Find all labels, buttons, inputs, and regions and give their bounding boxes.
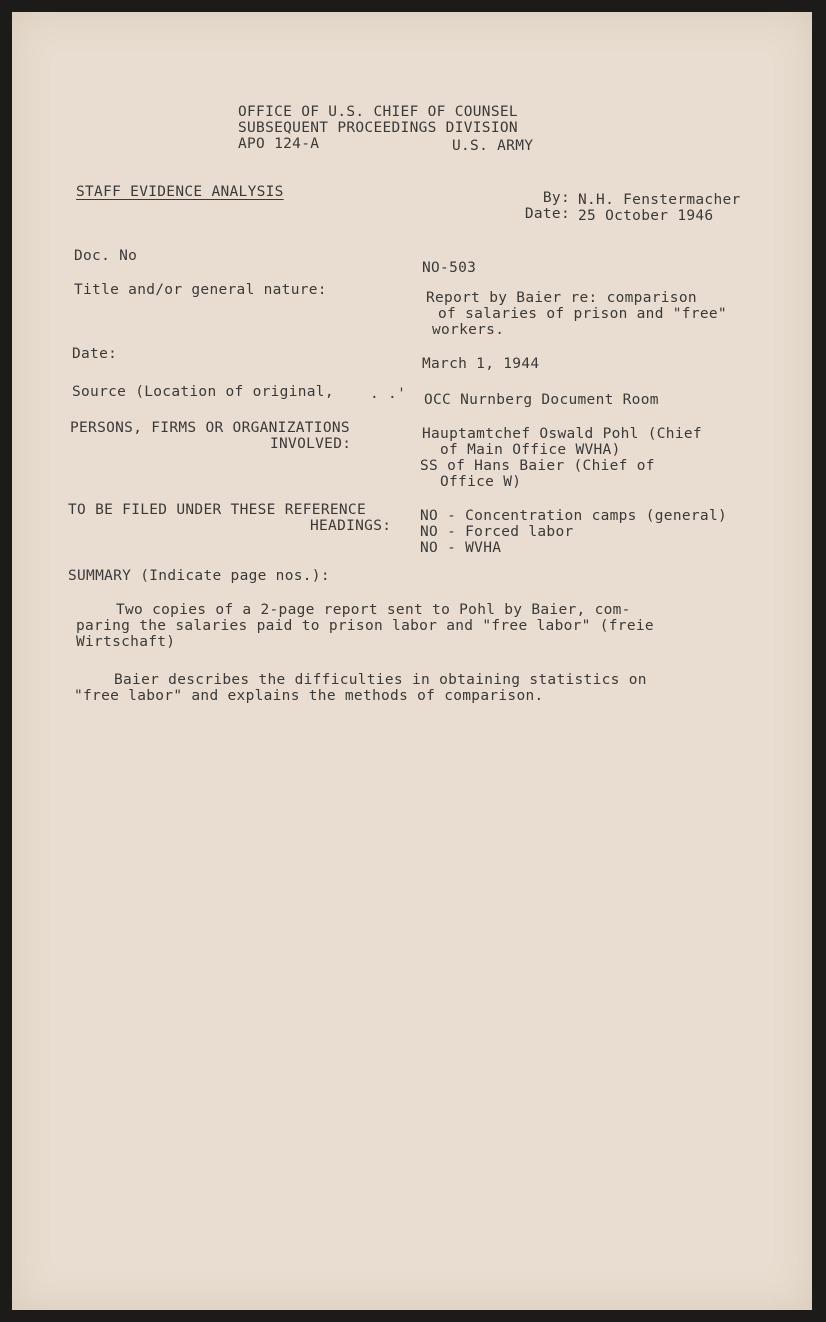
- doc-no-value: NO-503: [422, 260, 477, 276]
- reference-value-3: NO - WVHA: [420, 540, 502, 556]
- reference-value-2: NO - Forced labor: [420, 524, 574, 540]
- persons-label-line-2: INVOLVED:: [270, 436, 352, 452]
- reference-value-1: NO - Concentration camps (general): [420, 508, 728, 524]
- source-value: OCC Nurnberg Document Room: [424, 392, 659, 408]
- date-label: Date:: [72, 346, 118, 362]
- persons-label-line-1: PERSONS, FIRMS OR ORGANIZATIONS: [70, 420, 350, 436]
- analysis-heading: STAFF EVIDENCE ANALYSIS: [76, 184, 284, 200]
- reference-label-line-1: TO BE FILED UNDER THESE REFERENCE: [68, 502, 366, 518]
- title-value-line-3: workers.: [432, 322, 505, 338]
- title-value-line-2: of salaries of prison and "free": [438, 306, 727, 322]
- document-page: [12, 12, 812, 1310]
- doc-no-label: Doc. No: [74, 248, 138, 264]
- summary-p1-line-1: Two copies of a 2-page report sent to Pohl by Baier, com-: [116, 602, 631, 618]
- source-marks: . .': [370, 386, 407, 402]
- persons-value-line-2: of Main Office WVHA): [440, 442, 621, 458]
- header-army: U.S. ARMY: [452, 138, 534, 154]
- summary-p1-line-2: paring the salaries paid to prison labor and "free labor" (freie: [76, 618, 654, 634]
- by-value: N.H. Fenstermacher: [578, 192, 741, 208]
- header-division: SUBSEQUENT PROCEEDINGS DIVISION: [238, 120, 518, 136]
- summary-p1-line-3: Wirtschaft): [76, 634, 176, 650]
- reference-label-line-2: HEADINGS:: [310, 518, 392, 534]
- persons-value-line-3: SS of Hans Baier (Chief of: [420, 458, 655, 474]
- title-value-line-1: Report by Baier re: comparison: [426, 290, 697, 306]
- date-value: March 1, 1944: [422, 356, 540, 372]
- summary-p2-line-1: Baier describes the difficulties in obtaining statistics on: [114, 672, 647, 688]
- analysis-date-value: 25 October 1946: [578, 208, 714, 224]
- title-label: Title and/or general nature:: [74, 282, 327, 298]
- persons-value-line-1: Hauptamtchef Oswald Pohl (Chief: [422, 426, 702, 442]
- by-label: By:: [542, 190, 570, 206]
- header-office: OFFICE OF U.S. CHIEF OF COUNSEL: [238, 104, 518, 120]
- source-label: Source (Location of original,: [72, 384, 334, 400]
- analysis-date-label: Date:: [524, 206, 570, 222]
- summary-p2-line-2: "free labor" and explains the methods of comparison.: [74, 688, 544, 704]
- header-apo: APO 124-A: [238, 136, 320, 152]
- persons-value-line-4: Office W): [440, 474, 522, 490]
- summary-label: SUMMARY (Indicate page nos.):: [68, 568, 330, 584]
